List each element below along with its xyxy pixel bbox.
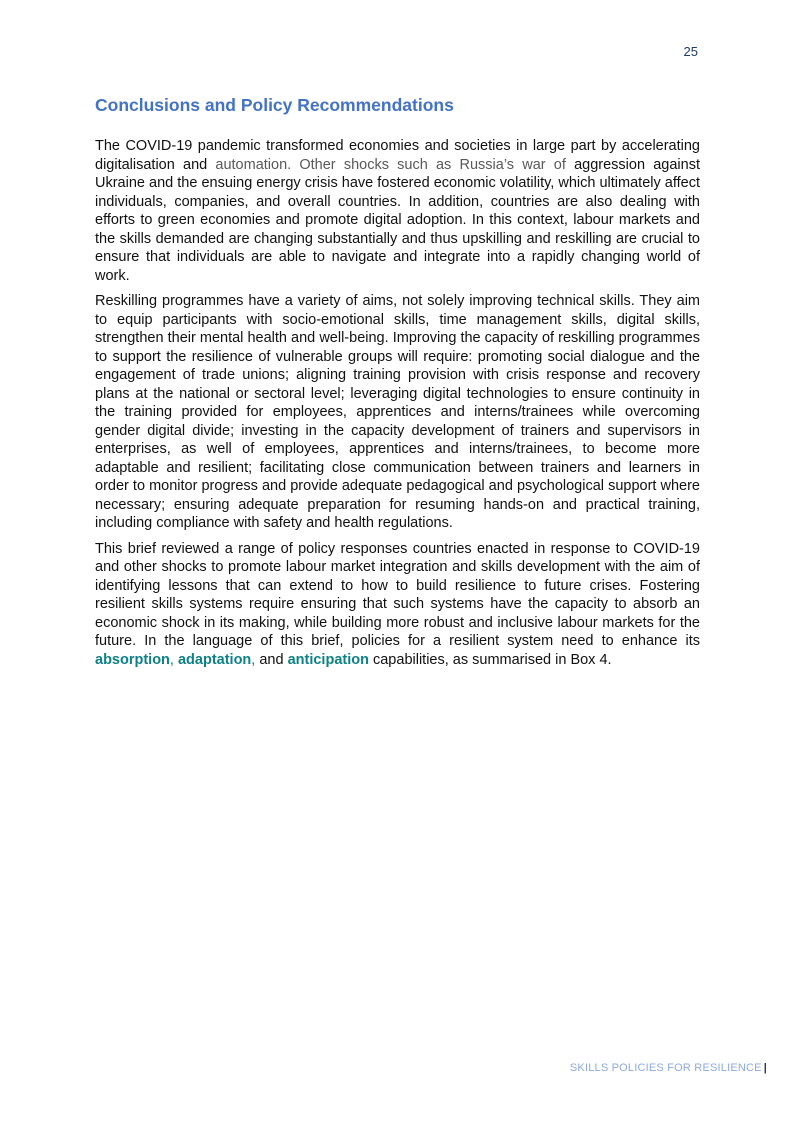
page-footer bbox=[570, 1062, 767, 1074]
page-number: 25 bbox=[683, 44, 698, 59]
term-separator-1: , bbox=[169, 651, 178, 668]
term-anticipation: anticipation bbox=[287, 651, 369, 668]
paragraph-1 bbox=[95, 137, 700, 285]
paragraph-1-text-end: aggression against Ukraine and the ensuing energy crisis have fostered economic volatility, which ultimately affect individuals, companies, and overall countries. In addition, countries are also dealing with efforts to green economies and promote digital adoption. In this context, labour markets and the skills demanded are changing substantially and thus upskilling and reskilling are crucial to ensure that individuals are able to navigate and integrate into a rapidly changing world of work. bbox=[95, 156, 700, 284]
term-adaptation: adaptation bbox=[177, 651, 252, 668]
paragraph-1-text-start: The COVID-19 pandemic transformed economies and societies in large part by accelerating digitalisation and bbox=[95, 138, 700, 173]
paragraph-2: Reskilling programmes have a variety of aims, not solely improving technical skills. They aim to equip participants with socio-emotional skills, time management skills, digital skills, strengthen their mental health and well-being. Improving the capacity of reskilling programmes to support the resilience of vulnerable groups will require: promoting social dialogue and the engagement of trade unions; aligning training provision with crisis response and recovery plans at the national or sectoral level; leveraging digital technologies to ensure continuity in the training provided for employees, apprentices and interns/trainees while overcoming gender digital divide; investing in the capacity development of trainers and supervisors in enterprises, as well of employees, apprentices and interns/trainees, to become more adaptable and resilient; facilitating close communication between trainers and learners in order to monitor progress and provide adequate pedagogical and psychological support where necessary; ensuring adequate preparation for resuming hands-on and practical training, including compliance with safety and health regulations. bbox=[95, 293, 700, 531]
paragraph-3-conjunction: and bbox=[259, 651, 288, 668]
term-absorption: absorption bbox=[95, 651, 170, 668]
section-heading: Conclusions and Policy Recommendations bbox=[95, 95, 454, 115]
page-content bbox=[95, 0, 700, 676]
paragraph-1-grey-text: automation. Other shocks such as Russia’s war of bbox=[215, 156, 575, 173]
paragraph-3-text-start: This brief reviewed a range of policy responses countries enacted in response to COVID-19 and other shocks to promote labour market integration and skills development with the aim of identifying lessons that can extend to how to build resilience to future crises. Fostering resilient skills systems require ensuring that such systems have the capacity to absorb an economic shock in its making, while building more robust and inclusive labour markets for the future. In the language of this brief, policies for a resilient system need to enhance its bbox=[95, 540, 700, 649]
footer-separator: | bbox=[763, 1062, 767, 1074]
paragraph-3 bbox=[95, 540, 700, 670]
term-separator-2: , bbox=[251, 651, 260, 668]
paragraph-3-text-end: capabilities, as summarised in Box 4. bbox=[368, 651, 612, 668]
footer-title: SKILLS POLICIES FOR RESILIENCE bbox=[569, 1062, 762, 1074]
